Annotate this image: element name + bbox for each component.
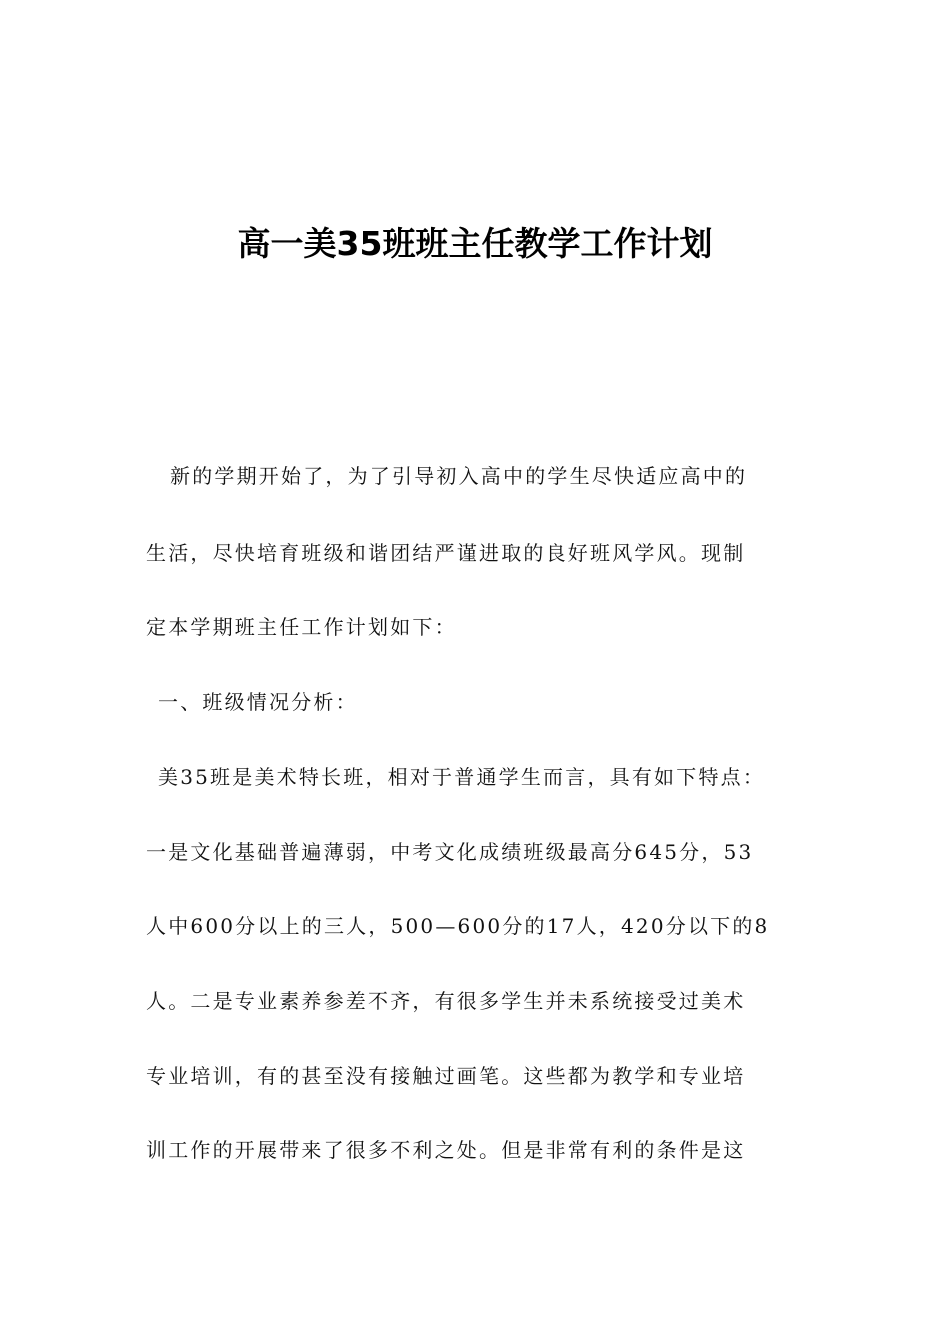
paragraph-line: 人。二是专业素养参差不齐，有很多学生并未系统接受过美术: [146, 989, 746, 1013]
section-heading: 一、班级情况分析：: [158, 690, 358, 714]
paragraph-line: 专业培训，有的甚至没有接触过画笔。这些都为教学和专业培: [146, 1064, 746, 1088]
paragraph-line: 定本学期班主任工作计划如下：: [146, 615, 457, 639]
document-title: 高一美35班班主任教学工作计划: [237, 224, 713, 263]
paragraph-line: 一是文化基础普遍薄弱，中考文化成绩班级最高分645分，53: [146, 840, 754, 864]
paragraph-line: 生活，尽快培育班级和谐团结严谨进取的良好班风学风。现制: [146, 541, 746, 565]
paragraph-line: 训工作的开展带来了很多不利之处。但是非常有利的条件是这: [146, 1138, 746, 1162]
paragraph-line: 人中600分以上的三人，500—600分的17人，420分以下的8: [146, 914, 770, 938]
paragraph-line: 新的学期开始了，为了引导初入高中的学生尽快适应高中的: [170, 464, 748, 488]
paragraph-line: 美35班是美术特长班，相对于普通学生而言，具有如下特点：: [158, 765, 766, 789]
